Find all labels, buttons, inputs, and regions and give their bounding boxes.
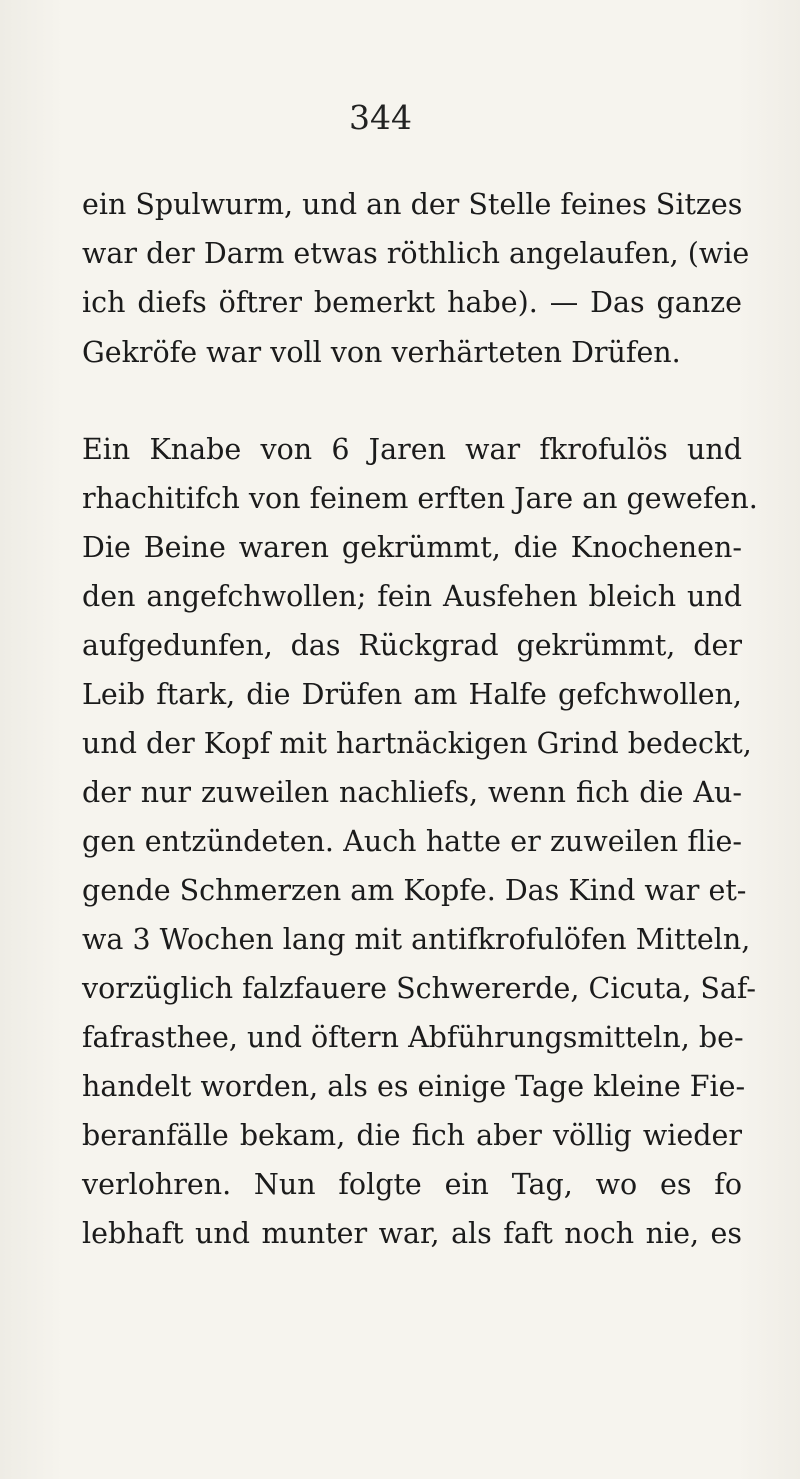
text-line-8: den angefchwollen; fein Ausfehen bleich und: [82, 580, 742, 613]
text-line-17: fafrasthee, und öftern Abführungsmitteln, be-: [82, 1021, 744, 1054]
text-line-5: Ein Knabe von 6 Jaren war fkrofulös und: [82, 433, 742, 466]
text-line-21: lebhaft und munter war, als faft noch nie, es: [82, 1217, 742, 1250]
text-line-2: war der Darm etwas röthlich angelaufen, (wie: [82, 237, 750, 270]
text-line-1: ein Spulwurm, und an der Stelle feines Sitzes: [82, 188, 743, 221]
text-line-3: ich diefs öftrer bemerkt habe). — Das ganze: [82, 286, 742, 319]
text-line-6: rhachitifch von feinem erften Jare an gewefen.: [82, 482, 758, 515]
page-number: 344: [349, 98, 412, 137]
text-line-12: der nur zuweilen nachliefs, wenn fich die Au-: [82, 776, 742, 809]
text-line-19: beranfälle bekam, die fich aber völlig wieder: [82, 1119, 742, 1152]
text-line-11: und der Kopf mit hartnäckigen Grind bedeckt,: [82, 727, 752, 760]
text-line-15: wa 3 Wochen lang mit antifkrofulöfen Mitteln,: [82, 923, 751, 956]
text-line-14: gende Schmerzen am Kopfe. Das Kind war et-: [82, 874, 747, 907]
text-line-9: aufgedunfen, das Rückgrad gekrümmt, der: [82, 629, 742, 662]
text-line-7: Die Beine waren gekrümmt, die Knochenen-: [82, 531, 742, 564]
text-line-13: gen entzündeten. Auch hatte er zuweilen flie-: [82, 825, 742, 858]
text-line-4: Gekröfe war voll von verhärteten Drüfen.: [82, 336, 681, 369]
text-line-18: handelt worden, als es einige Tage kleine Fie-: [82, 1070, 746, 1103]
text-line-10: Leib ftark, die Drüfen am Halfe gefchwollen,: [82, 678, 742, 711]
text-line-16: vorzüglich falzfauere Schwererde, Cicuta, Saf-: [82, 972, 757, 1005]
text-line-20: verlohren. Nun folgte ein Tag, wo es fo: [82, 1168, 742, 1201]
